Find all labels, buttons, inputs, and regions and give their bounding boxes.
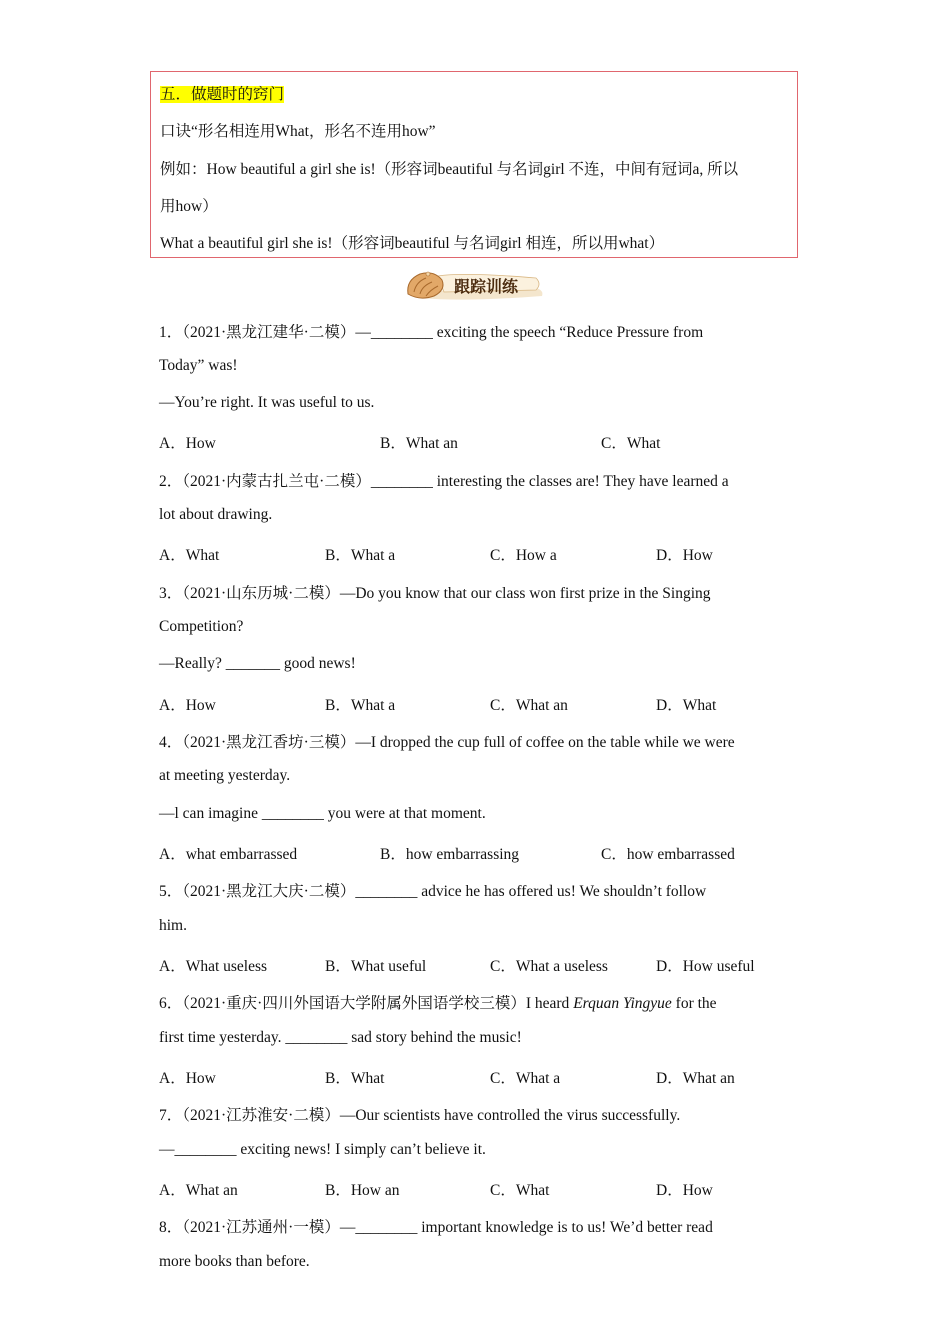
question-5-line-1: 5．（2021·黑龙江大庆·二模）________ advice he has offered us! We shouldn’t follow [159, 883, 707, 900]
option-a[interactable]: A．How [159, 697, 216, 714]
question-1-line-1: 1．（2021·黑龙江建华·二模）—________ exciting the speech “Reduce Pressure from [159, 324, 704, 341]
tip-line-4: What a beautiful girl she is!（形容词beautiful 与名词girl 相连，所以用what） [160, 235, 665, 252]
option-a[interactable]: A．What useless [159, 958, 268, 975]
option-c[interactable]: C．What a useless [490, 958, 608, 975]
banner-graphic [404, 268, 546, 304]
question-8-line-2: more books than before. [159, 1253, 310, 1270]
conch-shell-icon [408, 272, 443, 298]
option-a[interactable]: A．How [159, 1070, 216, 1087]
option-b[interactable]: B．What a [325, 697, 396, 714]
question-3-options [159, 693, 799, 715]
option-a[interactable]: A．What [159, 547, 220, 564]
question-1-line-2: Today” was! [159, 357, 238, 374]
question-3-line-1: 3．（2021·山东历城·二模）—Do you know that our class won first prize in the Singing [159, 585, 711, 602]
tip-line-2: 例如：How beautiful a girl she is!（形容词beautiful 与名词girl 不连，中间有冠词a, 所以 [160, 161, 739, 178]
option-b[interactable]: B．What an [380, 435, 458, 452]
question-5-line-2: him. [159, 917, 187, 934]
song-title: Erquan Yingyue [573, 995, 672, 1012]
question-1-options [159, 431, 799, 453]
tip-line-1: 口诀“形名相连用What，形名不连用how” [160, 123, 436, 140]
option-b[interactable]: B．What useful [325, 958, 427, 975]
option-c[interactable]: C．What [490, 1182, 550, 1199]
question-2-options [159, 543, 799, 565]
option-b[interactable]: B．How an [325, 1182, 400, 1199]
option-c[interactable]: C．How a [490, 547, 557, 564]
question-8-line-1: 8．（2021·江苏通州·一模）—________ important knowledge is to us! We’d better read [159, 1219, 713, 1236]
question-3-line-3: —Really? _______ good news! [159, 655, 356, 672]
option-a[interactable]: A．what embarrassed [159, 846, 298, 863]
option-c[interactable]: C．What [601, 435, 661, 452]
option-d[interactable]: D．What [656, 697, 717, 714]
option-d[interactable]: D．How [656, 1182, 713, 1199]
question-2-line-2: lot about drawing. [159, 506, 273, 523]
question-5-options [159, 954, 799, 976]
banner-label: 跟踪训练 [454, 277, 519, 296]
question-2-line-1: 2．（2021·内蒙古扎兰屯·二模）________ interesting the classes are! They have learned a [159, 473, 729, 490]
question-3-line-2: Competition? [159, 618, 244, 635]
question-6-line-2: first time yesterday. ________ sad story behind the music! [159, 1029, 522, 1046]
option-c[interactable]: C．how embarrassed [601, 846, 735, 863]
tip-line-3: 用how） [160, 198, 218, 215]
option-a[interactable]: A．How [159, 435, 216, 452]
option-d[interactable]: D．How useful [656, 958, 755, 975]
option-d[interactable]: D．How [656, 547, 713, 564]
question-1-line-3: —You’re right. It was useful to us. [159, 394, 375, 411]
option-d[interactable]: D．What an [656, 1070, 735, 1087]
question-4-line-3: —l can imagine ________ you were at that moment. [159, 805, 486, 822]
question-7-line-2: —________ exciting news! I simply can’t believe it. [159, 1141, 486, 1158]
option-b[interactable]: B．What a [325, 547, 396, 564]
option-c[interactable]: C．What a [490, 1070, 561, 1087]
question-4-line-1: 4．（2021·黑龙江香坊·三模）—I dropped the cup full of coffee on the table while we were [159, 734, 735, 751]
tip-heading: 五．做题时的窍门 [160, 86, 285, 103]
option-a[interactable]: A．What an [159, 1182, 238, 1199]
option-c[interactable]: C．What an [490, 697, 568, 714]
question-7-options [159, 1178, 799, 1200]
question-6-options [159, 1066, 799, 1088]
question-4-line-2: at meeting yesterday. [159, 767, 291, 784]
section-banner [404, 268, 546, 304]
question-6-line-1: 6．（2021·重庆·四川外国语大学附属外国语学校三模）I heard Erquan Yingyue for the [159, 995, 717, 1012]
option-b[interactable]: B．What [325, 1070, 385, 1087]
question-7-line-1: 7．（2021·江苏淮安·二模）—Our scientists have controlled the virus successfully. [159, 1107, 681, 1124]
question-4-options [159, 842, 799, 864]
option-b[interactable]: B．how embarrassing [380, 846, 520, 863]
